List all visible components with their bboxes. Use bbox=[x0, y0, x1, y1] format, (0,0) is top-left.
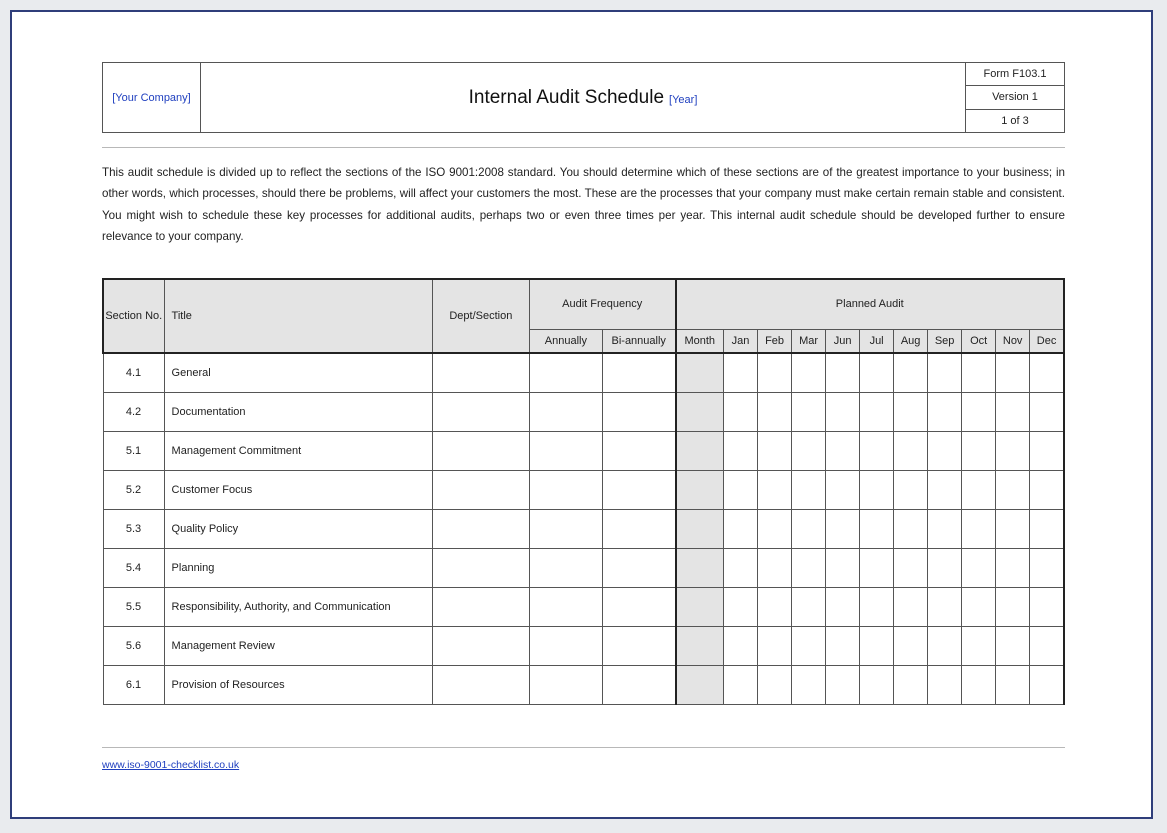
month-cell[interactable] bbox=[676, 470, 724, 509]
month-jan-cell[interactable] bbox=[724, 470, 758, 509]
title-text: Internal Audit Schedule bbox=[468, 86, 665, 108]
month-mar-cell[interactable] bbox=[792, 548, 826, 587]
table-row bbox=[103, 548, 1064, 587]
month-jan-cell[interactable] bbox=[724, 392, 758, 431]
divider-top bbox=[102, 147, 1065, 148]
biannually-cell[interactable] bbox=[602, 470, 675, 509]
month-aug-cell[interactable] bbox=[894, 392, 928, 431]
month-jan-cell[interactable] bbox=[724, 665, 758, 704]
month-nov-cell[interactable] bbox=[996, 509, 1030, 548]
section-title: Quality Policy bbox=[164, 509, 432, 548]
intro-paragraph: This audit schedule is divided up to reflect the sections of the ISO 9001:2008 standard. You should determine which of these sections are of the greatest importance to your business; in other words, which processes, should there be problems, will affect your customers the most. These are the processes that your company must make certain remain stable and consistent. You might wish to schedule these key processes for additional audits, perhaps two or even three times per year. This internal audit schedule should be developed further to ensure relevance to your company. bbox=[102, 166, 1065, 243]
month-nov-cell[interactable] bbox=[996, 626, 1030, 665]
divider-bottom bbox=[102, 747, 1065, 748]
month-mar-cell[interactable] bbox=[792, 392, 826, 431]
annually-cell[interactable] bbox=[529, 587, 602, 626]
month-dec-cell[interactable] bbox=[1030, 626, 1064, 665]
month-sep-cell[interactable] bbox=[928, 392, 962, 431]
month-jun-cell[interactable] bbox=[826, 431, 860, 470]
month-jan-cell[interactable] bbox=[724, 548, 758, 587]
section-title: Planning bbox=[164, 548, 432, 587]
month-sep-cell[interactable] bbox=[928, 509, 962, 548]
section-title: Customer Focus bbox=[164, 470, 432, 509]
table-row bbox=[103, 353, 1064, 392]
month-jun-cell[interactable] bbox=[826, 509, 860, 548]
month-jul-cell[interactable] bbox=[860, 548, 894, 587]
section-number: 5.3 bbox=[103, 509, 164, 548]
section-number: 5.1 bbox=[103, 431, 164, 470]
form-version: Version 1 bbox=[966, 86, 1064, 109]
annually-cell[interactable] bbox=[529, 431, 602, 470]
month-jun-cell[interactable] bbox=[826, 587, 860, 626]
month-oct-cell[interactable] bbox=[962, 509, 996, 548]
year-placeholder: [Year] bbox=[669, 94, 698, 106]
header-biannually: Bi-annually bbox=[602, 329, 675, 353]
month-sep-cell[interactable] bbox=[928, 431, 962, 470]
header-month-mar: Mar bbox=[792, 329, 826, 353]
month-sep-cell[interactable] bbox=[928, 353, 962, 392]
month-feb-cell[interactable] bbox=[758, 353, 792, 392]
month-jul-cell[interactable] bbox=[860, 587, 894, 626]
biannually-cell[interactable] bbox=[602, 665, 675, 704]
dept-cell[interactable] bbox=[432, 353, 529, 392]
month-oct-cell[interactable] bbox=[962, 665, 996, 704]
month-aug-cell[interactable] bbox=[894, 353, 928, 392]
month-feb-cell[interactable] bbox=[758, 548, 792, 587]
month-jun-cell[interactable] bbox=[826, 392, 860, 431]
header-month-feb: Feb bbox=[758, 329, 792, 353]
document-title bbox=[201, 63, 965, 132]
month-aug-cell[interactable] bbox=[894, 431, 928, 470]
month-jan-cell[interactable] bbox=[724, 587, 758, 626]
table-row bbox=[103, 470, 1064, 509]
month-feb-cell[interactable] bbox=[758, 470, 792, 509]
month-sep-cell[interactable] bbox=[928, 626, 962, 665]
month-jan-cell[interactable] bbox=[724, 431, 758, 470]
header-title: Title bbox=[164, 279, 432, 353]
month-sep-cell[interactable] bbox=[928, 470, 962, 509]
form-meta bbox=[965, 63, 1064, 132]
month-jul-cell[interactable] bbox=[860, 353, 894, 392]
section-title: Documentation bbox=[164, 392, 432, 431]
month-cell[interactable] bbox=[676, 665, 724, 704]
month-aug-cell[interactable] bbox=[894, 587, 928, 626]
header-month-jul: Jul bbox=[860, 329, 894, 353]
month-dec-cell[interactable] bbox=[1030, 431, 1064, 470]
section-number: 5.6 bbox=[103, 626, 164, 665]
dept-cell[interactable] bbox=[432, 509, 529, 548]
month-jul-cell[interactable] bbox=[860, 626, 894, 665]
month-dec-cell[interactable] bbox=[1030, 509, 1064, 548]
section-number: 4.2 bbox=[103, 392, 164, 431]
month-mar-cell[interactable] bbox=[792, 626, 826, 665]
section-title: Management Review bbox=[164, 626, 432, 665]
month-oct-cell[interactable] bbox=[962, 392, 996, 431]
schedule-rows bbox=[103, 353, 1064, 704]
month-jul-cell[interactable] bbox=[860, 665, 894, 704]
month-oct-cell[interactable] bbox=[962, 587, 996, 626]
header-section-no: Section No. bbox=[103, 279, 164, 353]
month-aug-cell[interactable] bbox=[894, 509, 928, 548]
month-cell[interactable] bbox=[676, 509, 724, 548]
month-jul-cell[interactable] bbox=[860, 392, 894, 431]
month-nov-cell[interactable] bbox=[996, 431, 1030, 470]
month-sep-cell[interactable] bbox=[928, 665, 962, 704]
annually-cell[interactable] bbox=[529, 626, 602, 665]
header-audit-frequency: Audit Frequency bbox=[529, 279, 675, 329]
month-mar-cell[interactable] bbox=[792, 509, 826, 548]
annually-cell[interactable] bbox=[529, 392, 602, 431]
dept-cell[interactable] bbox=[432, 470, 529, 509]
month-jul-cell[interactable] bbox=[860, 431, 894, 470]
header-dept: Dept/Section bbox=[432, 279, 529, 353]
annually-cell[interactable] bbox=[529, 470, 602, 509]
document-page bbox=[10, 10, 1153, 819]
month-dec-cell[interactable] bbox=[1030, 587, 1064, 626]
annually-cell[interactable] bbox=[529, 548, 602, 587]
biannually-cell[interactable] bbox=[602, 353, 675, 392]
form-number: Form F103.1 bbox=[966, 63, 1064, 86]
month-dec-cell[interactable] bbox=[1030, 353, 1064, 392]
dept-cell[interactable] bbox=[432, 392, 529, 431]
dept-cell[interactable] bbox=[432, 665, 529, 704]
section-title: Management Commitment bbox=[164, 431, 432, 470]
annually-cell[interactable] bbox=[529, 665, 602, 704]
month-jun-cell[interactable] bbox=[826, 626, 860, 665]
month-mar-cell[interactable] bbox=[792, 587, 826, 626]
table-row bbox=[103, 431, 1064, 470]
header-month-nov: Nov bbox=[996, 329, 1030, 353]
month-jun-cell[interactable] bbox=[826, 353, 860, 392]
month-nov-cell[interactable] bbox=[996, 548, 1030, 587]
company-placeholder: [Your Company] bbox=[103, 63, 201, 132]
month-jul-cell[interactable] bbox=[860, 509, 894, 548]
month-jan-cell[interactable] bbox=[724, 626, 758, 665]
header-month: Month bbox=[676, 329, 724, 353]
dept-cell[interactable] bbox=[432, 548, 529, 587]
header-planned-audit: Planned Audit bbox=[676, 279, 1065, 329]
month-cell[interactable] bbox=[676, 353, 724, 392]
month-feb-cell[interactable] bbox=[758, 509, 792, 548]
form-header bbox=[102, 62, 1065, 133]
website-link[interactable]: www.iso-9001-checklist.co.uk bbox=[102, 759, 240, 771]
page-number: 1 of 3 bbox=[1001, 114, 1029, 127]
month-cell[interactable] bbox=[676, 548, 724, 587]
month-cell[interactable] bbox=[676, 626, 724, 665]
month-feb-cell[interactable] bbox=[758, 665, 792, 704]
month-jan-cell[interactable] bbox=[724, 509, 758, 548]
section-title: Responsibility, Authority, and Communication bbox=[164, 587, 432, 626]
month-mar-cell[interactable] bbox=[792, 431, 826, 470]
dept-cell[interactable] bbox=[432, 587, 529, 626]
table-row bbox=[103, 392, 1064, 431]
month-jul-cell[interactable] bbox=[860, 470, 894, 509]
section-number: 5.5 bbox=[103, 587, 164, 626]
month-nov-cell[interactable] bbox=[996, 353, 1030, 392]
month-sep-cell[interactable] bbox=[928, 587, 962, 626]
table-row bbox=[103, 509, 1064, 548]
audit-schedule-table bbox=[102, 278, 1065, 705]
biannually-cell[interactable] bbox=[602, 392, 675, 431]
annually-cell[interactable] bbox=[529, 509, 602, 548]
header-month-oct: Oct bbox=[962, 329, 996, 353]
month-oct-cell[interactable] bbox=[962, 431, 996, 470]
month-dec-cell[interactable] bbox=[1030, 548, 1064, 587]
header-month-jan: Jan bbox=[724, 329, 758, 353]
month-dec-cell[interactable] bbox=[1030, 392, 1064, 431]
month-jan-cell[interactable] bbox=[724, 353, 758, 392]
month-aug-cell[interactable] bbox=[894, 548, 928, 587]
month-aug-cell[interactable] bbox=[894, 665, 928, 704]
biannually-cell[interactable] bbox=[602, 509, 675, 548]
month-nov-cell[interactable] bbox=[996, 587, 1030, 626]
month-jun-cell[interactable] bbox=[826, 470, 860, 509]
annually-cell[interactable] bbox=[529, 353, 602, 392]
month-cell[interactable] bbox=[676, 587, 724, 626]
month-nov-cell[interactable] bbox=[996, 665, 1030, 704]
table-row bbox=[103, 626, 1064, 665]
section-number: 5.4 bbox=[103, 548, 164, 587]
month-mar-cell[interactable] bbox=[792, 665, 826, 704]
month-feb-cell[interactable] bbox=[758, 431, 792, 470]
dept-cell[interactable] bbox=[432, 626, 529, 665]
table-row bbox=[103, 587, 1064, 626]
header-month-jun: Jun bbox=[826, 329, 860, 353]
dept-cell[interactable] bbox=[432, 431, 529, 470]
section-number: 6.1 bbox=[103, 665, 164, 704]
month-oct-cell[interactable] bbox=[962, 548, 996, 587]
biannually-cell[interactable] bbox=[602, 431, 675, 470]
month-cell[interactable] bbox=[676, 431, 724, 470]
biannually-cell[interactable] bbox=[602, 587, 675, 626]
month-jun-cell[interactable] bbox=[826, 665, 860, 704]
biannually-cell[interactable] bbox=[602, 548, 675, 587]
biannually-cell[interactable] bbox=[602, 626, 675, 665]
month-jun-cell[interactable] bbox=[826, 548, 860, 587]
header-month-dec: Dec bbox=[1030, 329, 1064, 353]
month-mar-cell[interactable] bbox=[792, 470, 826, 509]
month-feb-cell[interactable] bbox=[758, 392, 792, 431]
header-annually: Annually bbox=[529, 329, 602, 353]
month-oct-cell[interactable] bbox=[962, 470, 996, 509]
month-nov-cell[interactable] bbox=[996, 392, 1030, 431]
header-month-sep: Sep bbox=[928, 329, 962, 353]
section-number: 4.1 bbox=[103, 353, 164, 392]
table-row bbox=[103, 665, 1064, 704]
header-month-aug: Aug bbox=[894, 329, 928, 353]
month-feb-cell[interactable] bbox=[758, 626, 792, 665]
month-oct-cell[interactable] bbox=[962, 626, 996, 665]
month-aug-cell[interactable] bbox=[894, 626, 928, 665]
month-mar-cell[interactable] bbox=[792, 353, 826, 392]
month-aug-cell[interactable] bbox=[894, 470, 928, 509]
month-dec-cell[interactable] bbox=[1030, 665, 1064, 704]
month-dec-cell[interactable] bbox=[1030, 470, 1064, 509]
section-title: General bbox=[164, 353, 432, 392]
section-title: Provision of Resources bbox=[164, 665, 432, 704]
month-nov-cell[interactable] bbox=[996, 470, 1030, 509]
month-cell[interactable] bbox=[676, 392, 724, 431]
month-feb-cell[interactable] bbox=[758, 587, 792, 626]
month-sep-cell[interactable] bbox=[928, 548, 962, 587]
section-number: 5.2 bbox=[103, 470, 164, 509]
month-oct-cell[interactable] bbox=[962, 353, 996, 392]
